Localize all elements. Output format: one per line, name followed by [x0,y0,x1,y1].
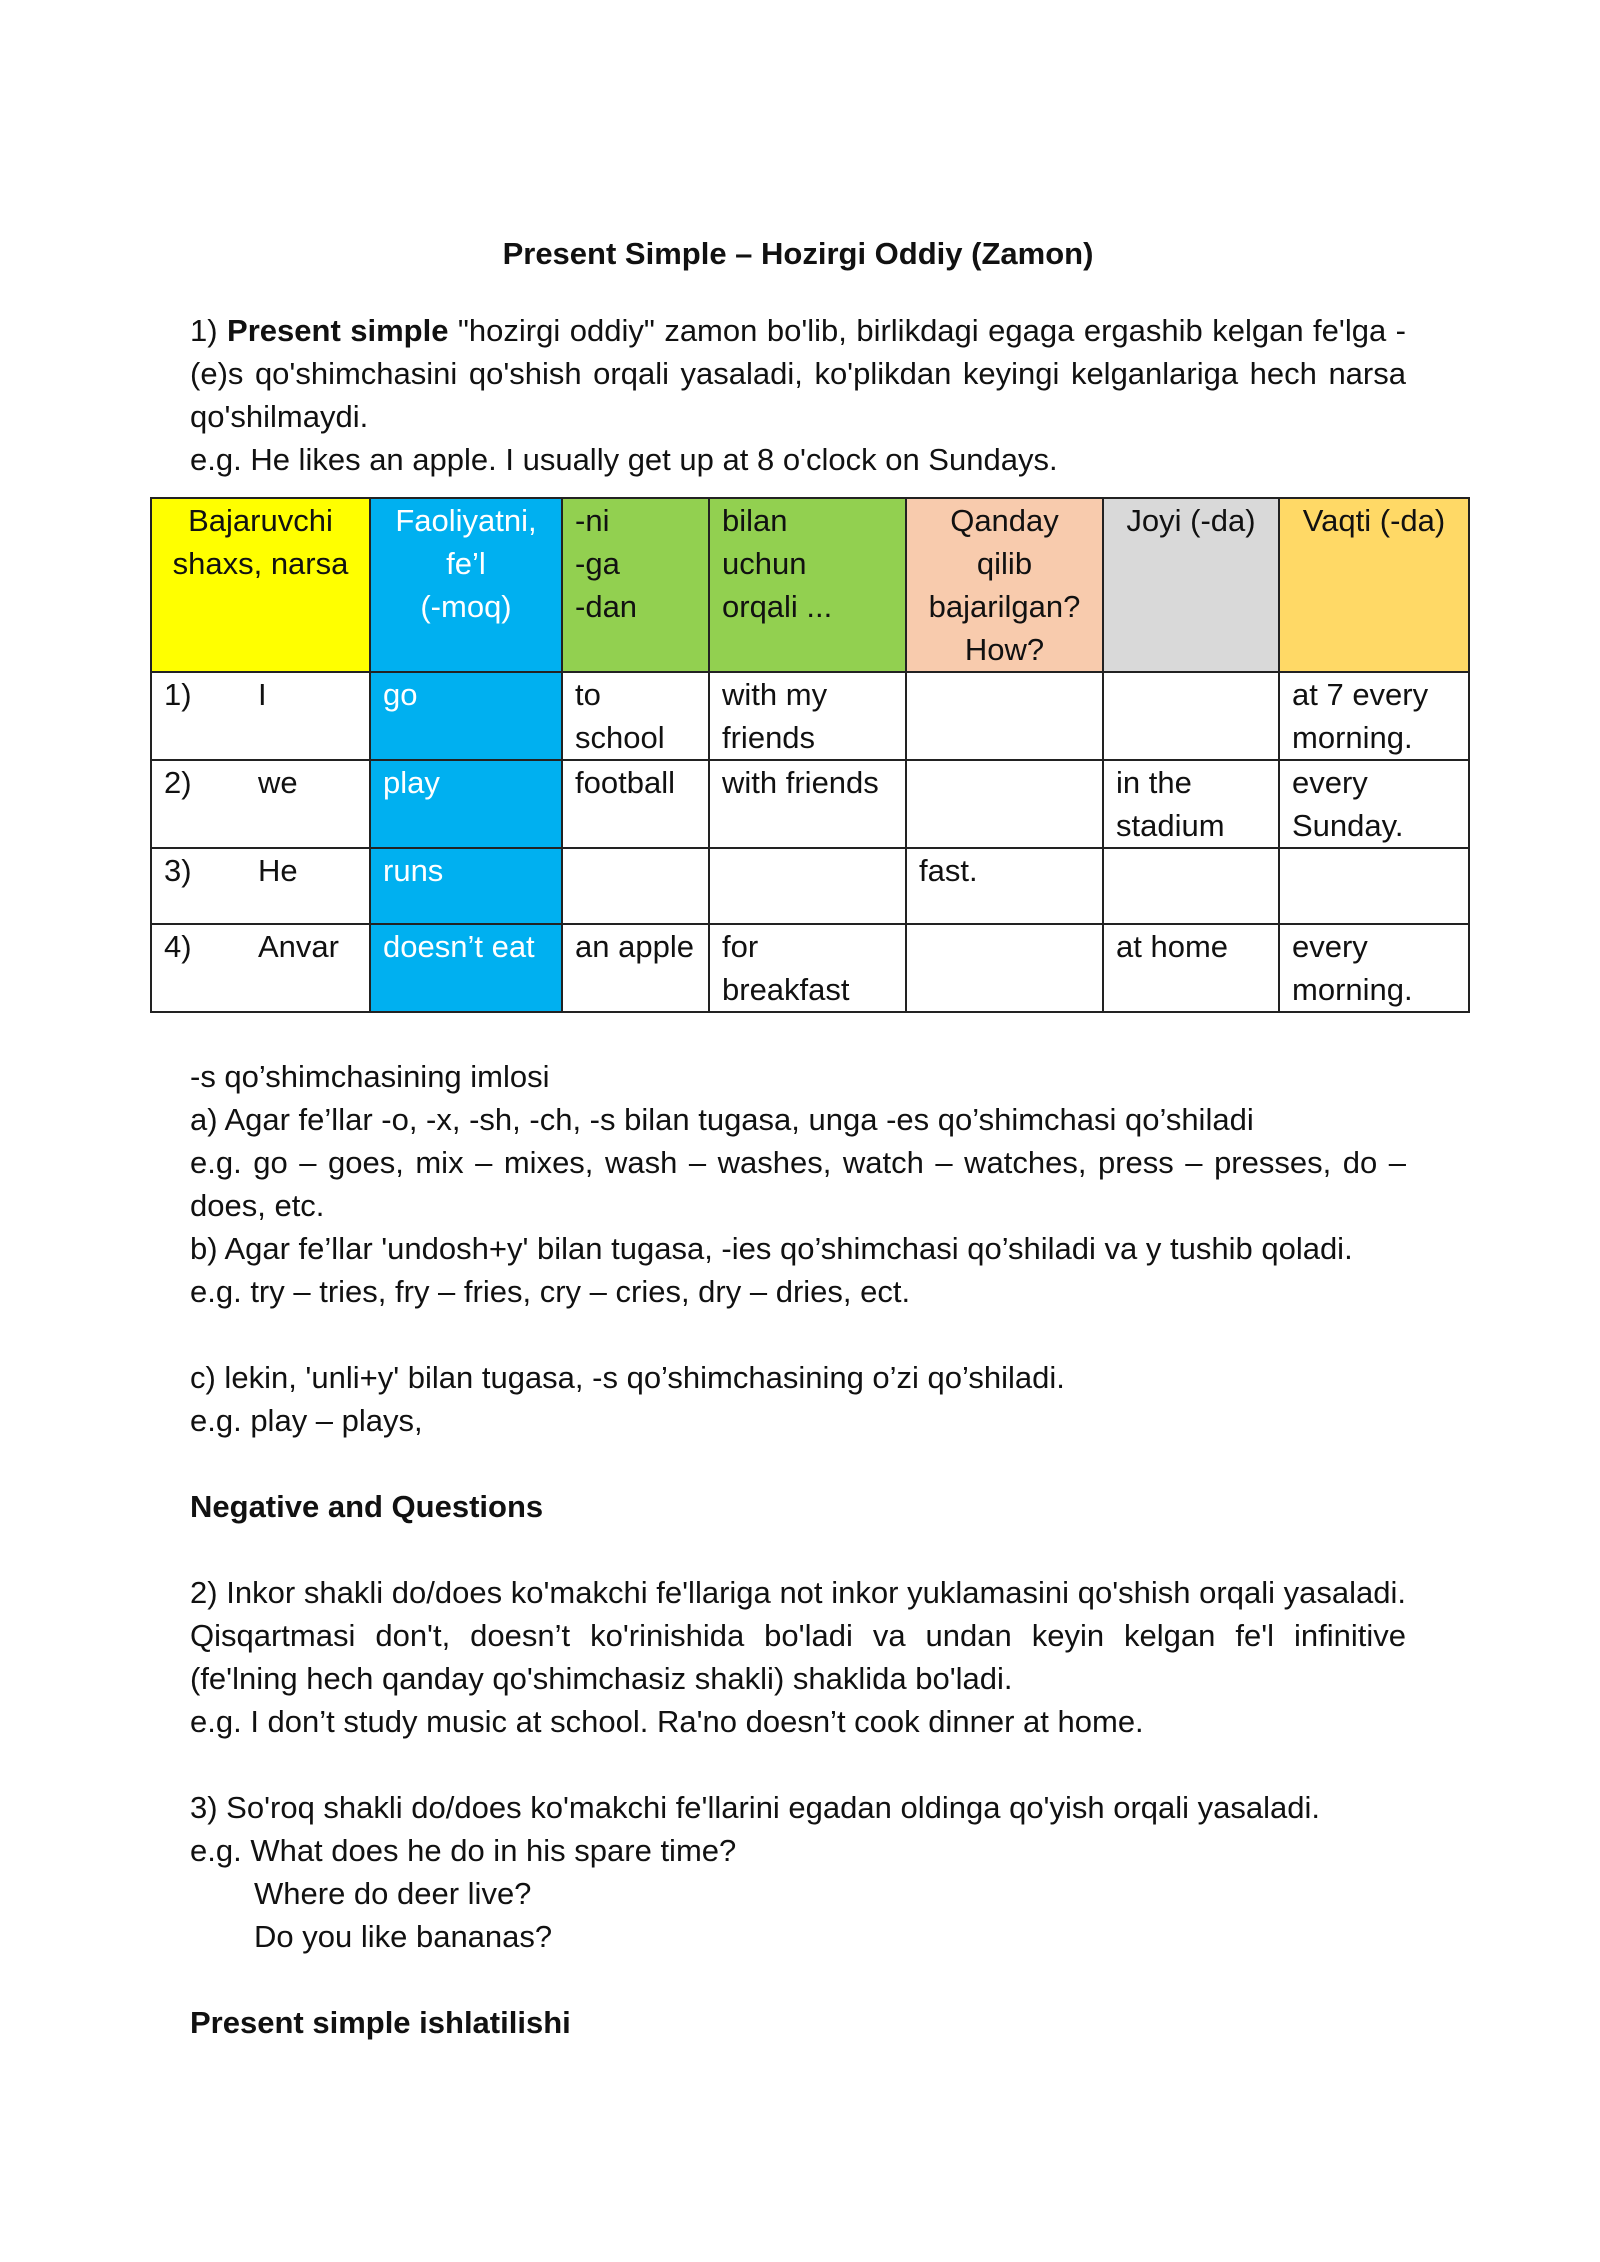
cell-place [1103,848,1279,924]
spelling-rule-c-example: e.g. play – plays, [190,1403,423,1438]
cell-verb: play [370,760,562,848]
section1-bold-term: Present simple [227,313,449,348]
row-number: 1) [164,677,192,712]
table-row [151,760,1469,848]
question-paragraph: 3) So'roq shakli do/does ko'makchi fe'llarini egadan oldinga qo'yish orqali yasaladi. [190,1790,1321,1825]
section1-lead: 1) [190,313,228,348]
header-verb: Faoliyatni, fe’l (-moq) [370,498,562,672]
blank-line [190,1442,1406,1485]
blank-line [190,1313,1406,1356]
subject-text: I [258,677,267,712]
spelling-heading: -s qo’shimchasining imlosi [190,1059,550,1094]
usage-heading: Present simple ishlatilishi [190,2005,571,2040]
cell-how [906,760,1103,848]
header-place: Joyi (-da) [1103,498,1279,672]
cell-place [1103,672,1279,760]
cell-with: with my friends [709,672,906,760]
section1-example: e.g. He likes an apple. I usually get up at 8 o'clock on Sundays. [190,442,1058,477]
blank-line [190,1528,1406,1571]
cell-how [906,672,1103,760]
row-number: 2) [164,765,192,800]
section1-text: "hozirgi oddiy" zamon bo'lib, birlikdagi egaga ergashib kelgan fe'lga -(e)s qo'shimchasini qo'shish orqali yasaladi, ko'plikdan keyingi kelganlariga hech narsa qo'shilmaydi. [190,313,1406,434]
cell-with [709,848,906,924]
cell-verb: doesn’t eat [370,924,562,1012]
row-number: 3) [164,853,192,888]
header-object: -ni -ga -dan [562,498,709,672]
cell-object: an apple [562,924,709,1012]
negative-paragraph: 2) Inkor shakli do/does ko'makchi fe'llariga not inkor yuklamasini qo'shish orqali yasaladi. Qisqartmasi don't, doesn’t ko'rinishida bo'ladi va undan keyin kelgan fe'l infinitive (fe'lning hech qanday qo'shimchasiz shakli) shaklida bo'ladi. [190,1575,1406,1696]
subject-text: He [258,853,298,888]
grammar-table [150,497,1470,1013]
cell-object [562,848,709,924]
cell-object: to school [562,672,709,760]
question-example: e.g. What does he do in his spare time? [190,1833,737,1868]
spelling-rule-c: c) lekin, 'unli+y' bilan tugasa, -s qo’shimchasining o’zi qo’shiladi. [190,1360,1065,1395]
subject-text: Anvar [258,929,339,964]
cell-with: with friends [709,760,906,848]
section1-paragraph [190,309,1406,438]
subject-text: we [258,765,298,800]
cell-verb: go [370,672,562,760]
cell-subject [151,760,370,848]
blank-line [190,1743,1406,1786]
spelling-rule-a: a) Agar fe’llar -o, -x, -sh, -ch, -s bilan tugasa, unga -es qo’shimchasi qo’shiladi [190,1102,1254,1137]
negative-example: e.g. I don’t study music at school. Ra'no doesn’t cook dinner at home. [190,1704,1144,1739]
table-row [151,672,1469,760]
cell-subject [151,924,370,1012]
negative-heading: Negative and Questions [190,1489,544,1524]
spelling-rule-b-example: e.g. try – tries, fry – fries, cry – cries, dry – dries, ect. [190,1274,911,1309]
table-row [151,924,1469,1012]
header-how: Qanday qilib bajarilgan? How? [906,498,1103,672]
header-with: bilan uchun orqali ... [709,498,906,672]
cell-subject [151,672,370,760]
cell-object: football [562,760,709,848]
row-number: 4) [164,929,192,964]
spelling-rule-a-example: e.g. go – goes, mix – mixes, wash – washes, watch – watches, press – presses, do – does, etc. [190,1145,1406,1223]
header-time: Vaqti (-da) [1279,498,1469,672]
cell-time: every morning. [1279,924,1469,1012]
cell-verb: runs [370,848,562,924]
document-content [164,232,1446,2044]
spelling-rule-b: b) Agar fe’llar 'undosh+y' bilan tugasa, -ies qo’shimchasi qo’shiladi va y tushib qoladi. [190,1231,1353,1266]
cell-how: fast. [906,848,1103,924]
cell-time [1279,848,1469,924]
cell-place: at home [1103,924,1279,1012]
cell-time: at 7 every morning. [1279,672,1469,760]
question-example-2: Where do deer live? [254,1876,532,1911]
table-header-row [151,498,1469,672]
cell-with: for breakfast [709,924,906,1012]
blank-line [190,1958,1406,2001]
cell-subject [151,848,370,924]
cell-time: every Sunday. [1279,760,1469,848]
question-example-3: Do you like bananas? [254,1919,553,1954]
header-subject: Bajaruvchi shaxs, narsa [151,498,370,672]
cell-place: in the stadium [1103,760,1279,848]
table-row [151,848,1469,924]
page-title: Present Simple – Hozirgi Oddiy (Zamon) [502,236,1094,271]
cell-how [906,924,1103,1012]
